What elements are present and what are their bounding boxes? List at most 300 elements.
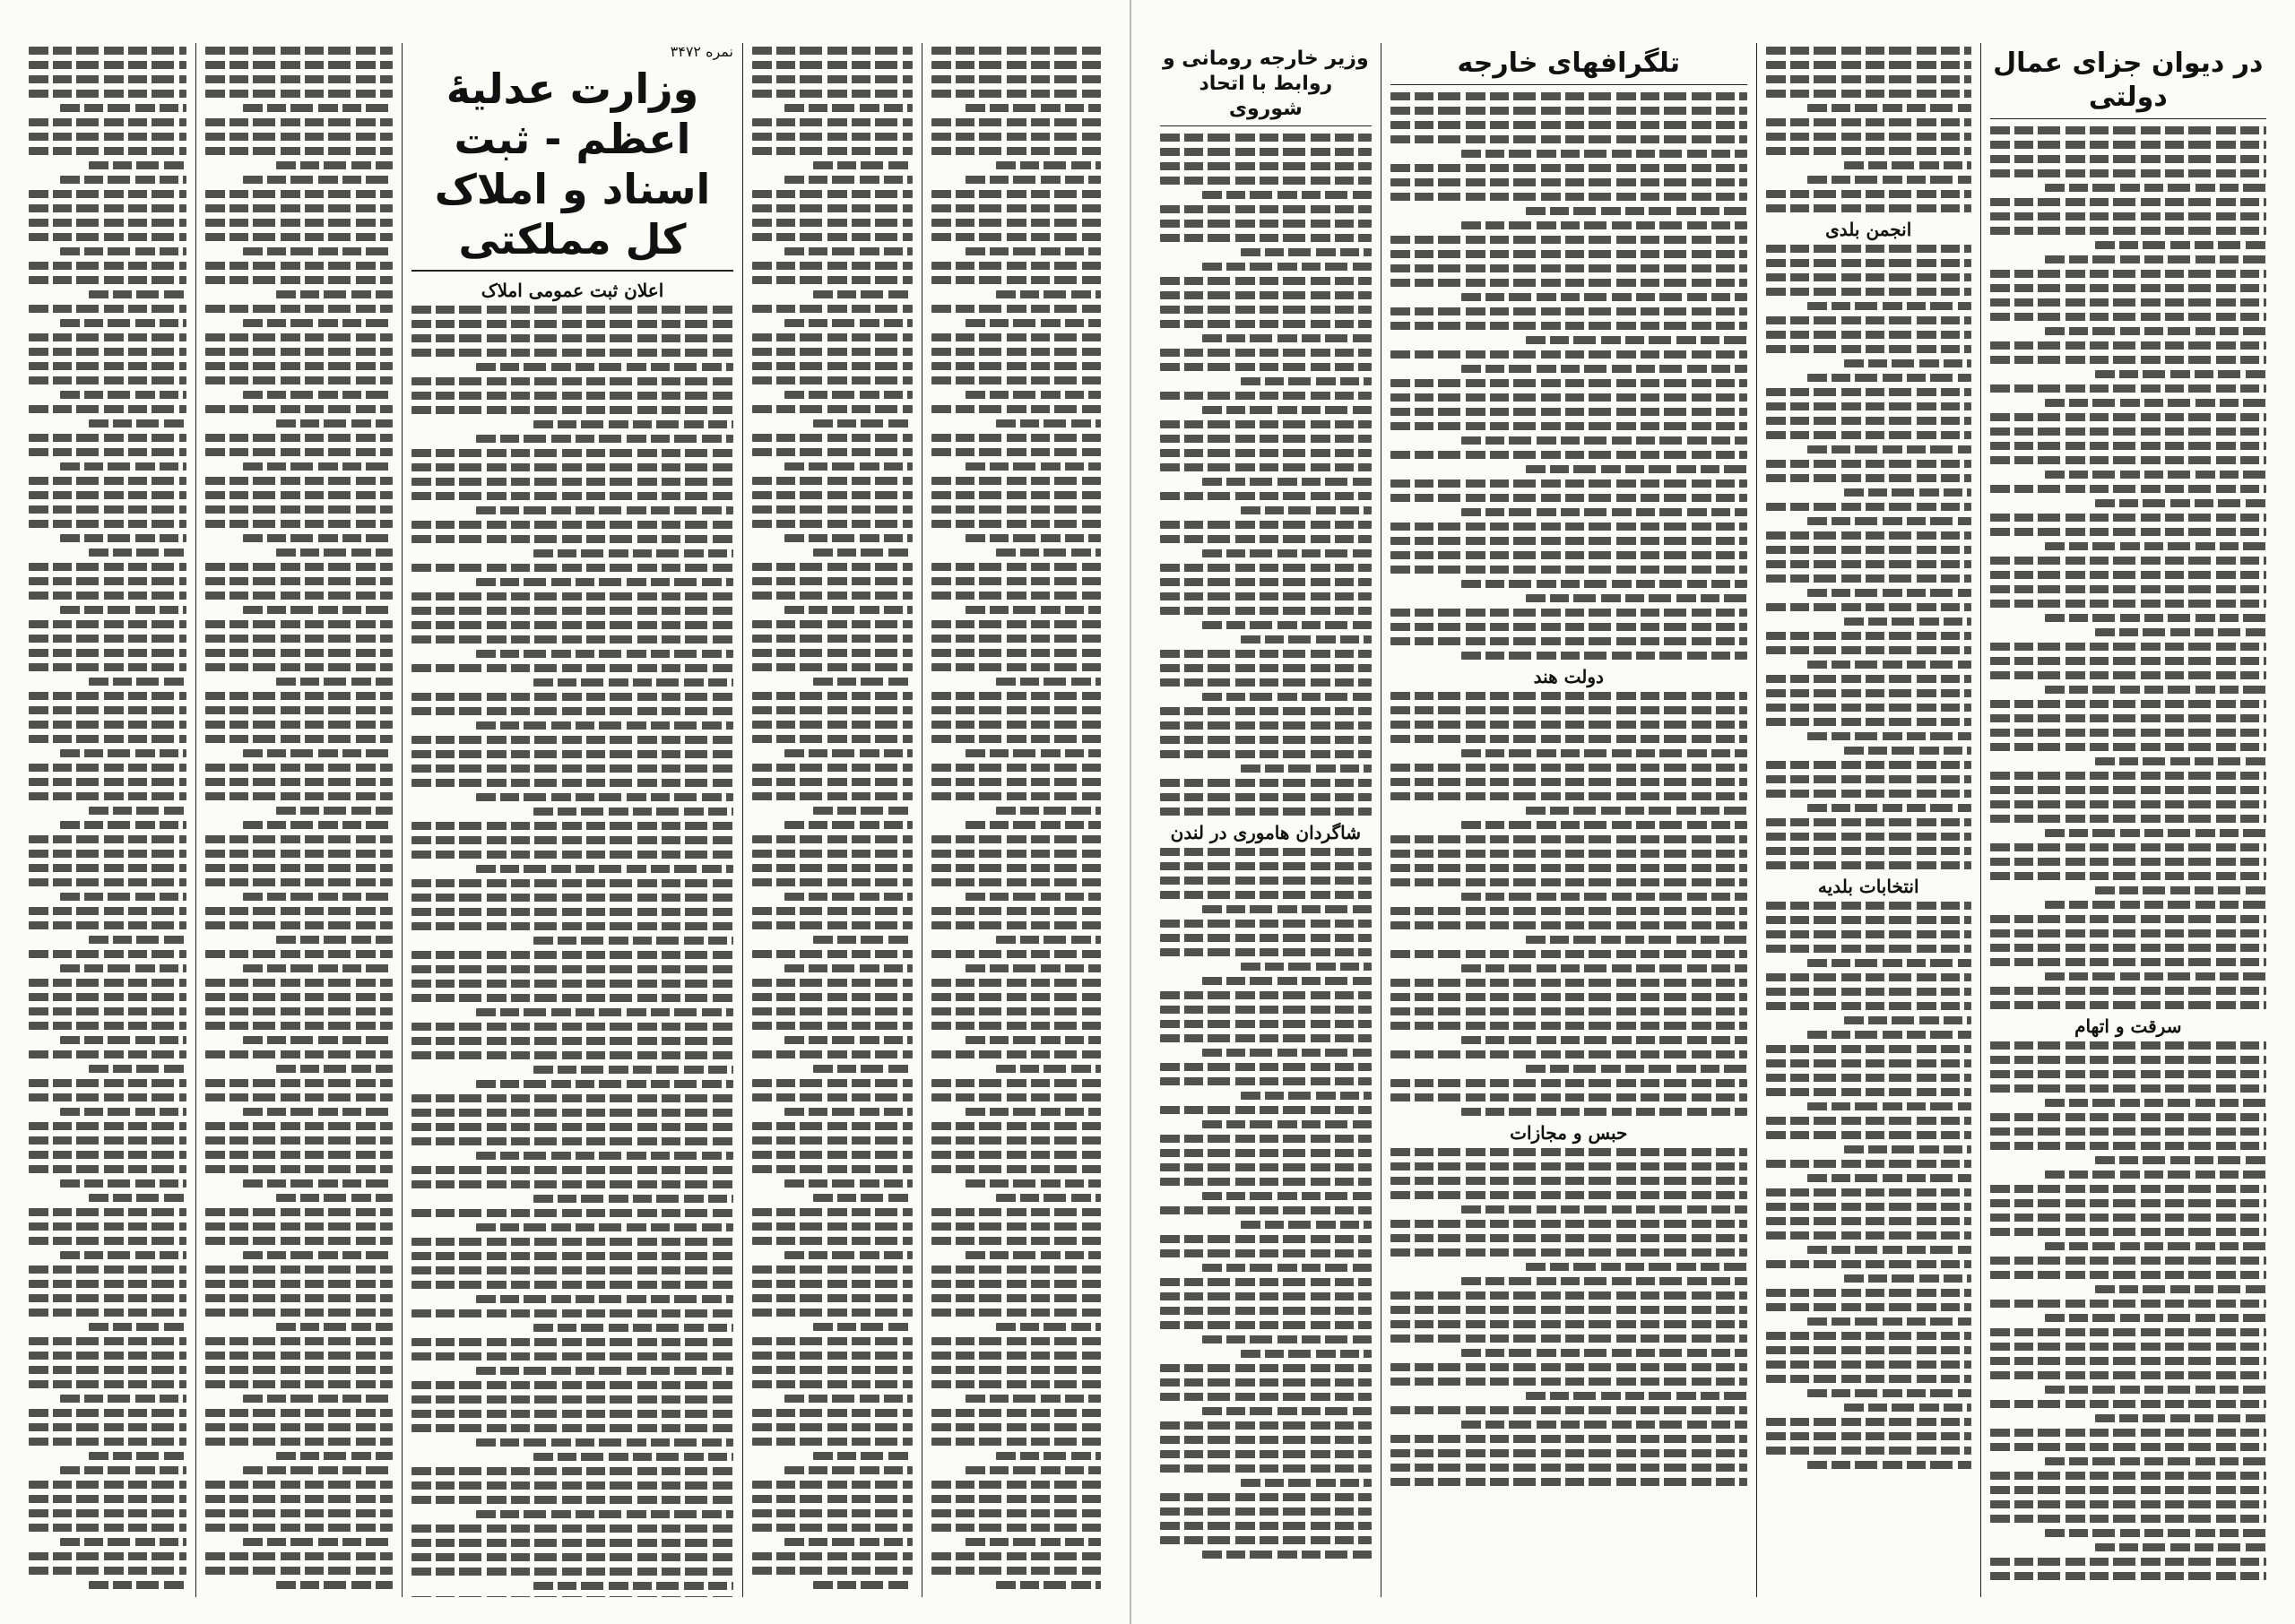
text-line (29, 118, 186, 126)
text-line (2095, 1285, 2266, 1293)
text-line (1990, 442, 2266, 450)
text-line (1160, 1378, 1372, 1386)
text-line (29, 1050, 186, 1058)
text-line (1766, 790, 1971, 798)
text-line (1390, 107, 1747, 115)
text-line (411, 463, 733, 471)
text-line (752, 620, 913, 628)
text-line (784, 319, 913, 327)
text-line (1390, 322, 1747, 330)
text-line (752, 233, 913, 241)
text-line (1807, 1389, 1971, 1397)
text-line (476, 721, 733, 730)
text-line (1160, 793, 1372, 801)
text-line (1766, 273, 1971, 281)
text-line (1766, 288, 1971, 296)
text-line (931, 1280, 1101, 1288)
text-line (1766, 718, 1971, 726)
text-line (276, 807, 393, 815)
text-line (411, 1051, 733, 1059)
text-line (29, 434, 186, 442)
text-line (931, 133, 1101, 141)
text-line (2095, 1543, 2266, 1551)
text-line (476, 1510, 733, 1518)
text-line (1461, 508, 1747, 516)
text-line (476, 1295, 733, 1303)
subhead-theft: سرقت و اتهام (2074, 1015, 2182, 1037)
text-line (205, 90, 393, 98)
text-line (1390, 236, 1747, 244)
text-line (1160, 1464, 1372, 1473)
text-line (1990, 714, 2266, 722)
text-line (1766, 245, 1971, 253)
text-line (205, 348, 393, 356)
text-line (1990, 585, 2266, 593)
text-line (205, 1122, 393, 1130)
text-line (60, 391, 186, 399)
text-line (411, 478, 733, 486)
text-line (476, 1223, 733, 1231)
text-line (996, 807, 1101, 815)
subhead-council: انجمن بلدی (1825, 219, 1912, 240)
text-line (752, 1237, 913, 1245)
text-line (1766, 1002, 1971, 1010)
text-line (29, 764, 186, 772)
text-line (752, 1050, 913, 1058)
text-line (931, 405, 1101, 413)
text-line (1160, 808, 1372, 816)
text-line (205, 1280, 393, 1288)
text-line (205, 1050, 393, 1058)
text-line (60, 893, 186, 901)
text-line (1202, 549, 1371, 557)
text-line (1766, 1260, 1971, 1268)
text-line (966, 749, 1101, 757)
text-line (752, 850, 913, 858)
text-line (1160, 1135, 1372, 1143)
text-line (411, 1023, 733, 1031)
text-line (1990, 413, 2266, 421)
text-line (60, 104, 186, 112)
text-line (784, 821, 913, 829)
text-line (931, 792, 1101, 800)
text-line (205, 47, 393, 55)
text-line (931, 864, 1101, 872)
text-line (1461, 221, 1747, 229)
text-line (243, 1466, 393, 1474)
text-line (1766, 402, 1971, 410)
text-line (1160, 177, 1372, 185)
text-line (752, 1208, 913, 1216)
text-line (752, 577, 913, 585)
text-line (931, 520, 1101, 528)
text-line (411, 1381, 733, 1389)
text-line (1990, 643, 2266, 651)
text-line (205, 706, 393, 714)
text-line (931, 1481, 1101, 1489)
text-line (931, 75, 1101, 83)
text-line (1990, 1185, 2266, 1193)
text-line (243, 391, 393, 399)
right-col-2 (1756, 43, 1980, 1597)
text-line (533, 1066, 733, 1074)
text-line (411, 894, 733, 902)
text-line (411, 1539, 733, 1547)
text-line (1390, 1220, 1747, 1228)
text-line (29, 1309, 186, 1317)
text-line (1766, 861, 1971, 869)
text-line (205, 1366, 393, 1374)
text-line (1844, 1404, 1971, 1412)
text-line (931, 376, 1101, 384)
text-line (931, 305, 1101, 313)
text-line (1390, 792, 1747, 800)
text-line (1990, 1371, 2266, 1379)
text-line (205, 1309, 393, 1317)
text-line (1990, 169, 2266, 177)
text-line (752, 61, 913, 69)
text-line (411, 1338, 733, 1346)
text-line (931, 1495, 1101, 1503)
text-line (931, 1136, 1101, 1145)
text-line (1766, 1231, 1971, 1240)
text-line (2095, 1414, 2266, 1422)
text-line (752, 1294, 913, 1302)
text-line (1766, 417, 1971, 425)
text-line (752, 1438, 913, 1446)
text-line (205, 864, 393, 872)
text-line (1766, 1303, 1971, 1311)
text-line (1160, 1436, 1372, 1444)
text-line (2045, 1457, 2266, 1465)
text-line (1807, 176, 1971, 184)
text-line (29, 850, 186, 858)
text-line (931, 1266, 1101, 1274)
text-line (2045, 1170, 2266, 1179)
text-line (60, 1108, 186, 1116)
text-line (1160, 1507, 1372, 1516)
text-line (1390, 350, 1747, 358)
text-line (1807, 589, 1971, 597)
text-line (205, 1524, 393, 1532)
text-line (2095, 757, 2266, 765)
text-line (1526, 1263, 1747, 1271)
text-line (931, 735, 1101, 743)
text-line (1766, 331, 1971, 339)
text-line (1807, 445, 1971, 454)
text-line (752, 204, 913, 212)
text-line (411, 521, 733, 529)
text-line (1461, 749, 1747, 757)
text-line (1461, 293, 1747, 301)
text-line (1390, 706, 1747, 714)
text-line (931, 1380, 1101, 1388)
text-line (966, 319, 1101, 327)
text-line (1807, 732, 1971, 740)
text-line (1390, 537, 1747, 545)
text-line (1990, 1113, 2266, 1121)
text-line (784, 1538, 913, 1546)
text-line (966, 104, 1101, 112)
text-line (1461, 1277, 1747, 1285)
text-line (1390, 1162, 1747, 1170)
text-line (60, 606, 186, 614)
text-line (1390, 1306, 1747, 1314)
text-line (276, 419, 393, 428)
text-line (1990, 1400, 2266, 1408)
text-line (1160, 162, 1372, 170)
text-line (1766, 847, 1971, 855)
text-line (1390, 408, 1747, 416)
text-line (1160, 1307, 1372, 1315)
text-line (205, 1423, 393, 1431)
text-line (931, 1366, 1101, 1374)
text-line (411, 951, 733, 959)
text-line (1160, 678, 1372, 687)
text-line (1990, 1199, 2266, 1207)
text-line (752, 477, 913, 485)
text-line (1390, 193, 1747, 201)
text-line (813, 1452, 913, 1460)
text-line (752, 47, 913, 55)
text-line (752, 1495, 913, 1503)
text-line (29, 1237, 186, 1245)
text-line (1990, 141, 2266, 149)
text-line (1766, 689, 1971, 697)
text-line (931, 491, 1101, 499)
text-line (996, 936, 1101, 944)
text-line (243, 749, 393, 757)
text-line (1766, 1332, 1971, 1340)
left-col-main (402, 43, 742, 1597)
text-line (411, 1525, 733, 1533)
text-line (205, 233, 393, 241)
text-line (1461, 1036, 1747, 1044)
text-line (243, 176, 393, 184)
text-line (1766, 1289, 1971, 1297)
text-line (29, 1136, 186, 1145)
text-line (205, 204, 393, 212)
text-line (1990, 313, 2266, 321)
text-line (411, 1424, 733, 1432)
text-line (966, 1395, 1101, 1403)
text-line (931, 692, 1101, 700)
text-line (1461, 1349, 1747, 1357)
text-line (29, 1495, 186, 1503)
text-line (411, 564, 733, 572)
text-line (1990, 1001, 2266, 1009)
text-line (205, 1022, 393, 1030)
text-line (411, 879, 733, 887)
text-line (205, 1552, 393, 1560)
text-line (1807, 1246, 1971, 1254)
text-line (1766, 1217, 1971, 1225)
text-line (1990, 1558, 2266, 1566)
text-line (1160, 420, 1372, 428)
text-line (2045, 614, 2266, 622)
text-line (1807, 1317, 1971, 1326)
text-line (1390, 778, 1747, 786)
text-line (29, 864, 186, 872)
text-line (411, 965, 733, 973)
text-line (1390, 1093, 1747, 1101)
text-line (29, 663, 186, 671)
text-line (29, 1093, 186, 1101)
text-line (931, 477, 1101, 485)
text-line (1990, 944, 2266, 952)
text-line (813, 419, 913, 428)
text-line (29, 448, 186, 456)
text-line (29, 1007, 186, 1015)
text-line (1990, 1084, 2266, 1093)
text-line (1766, 704, 1971, 712)
text-line (411, 1166, 733, 1174)
text-line (1990, 657, 2266, 665)
text-line (205, 1352, 393, 1360)
text-line (1990, 1070, 2266, 1078)
text-line (752, 505, 913, 514)
text-line (60, 1466, 186, 1474)
text-line (1390, 523, 1747, 531)
text-line (276, 290, 393, 298)
text-line (931, 921, 1101, 929)
text-line (1390, 1050, 1747, 1058)
text-line (2045, 686, 2266, 694)
text-line (2095, 499, 2266, 507)
text-line (243, 893, 393, 901)
text-line (476, 1367, 733, 1375)
text-line (1160, 650, 1372, 658)
text-line (29, 1380, 186, 1388)
text-line (205, 563, 393, 571)
text-line (1160, 435, 1372, 443)
text-line (966, 893, 1101, 901)
text-line (931, 950, 1101, 958)
text-line (1160, 220, 1372, 228)
text-line (1160, 234, 1372, 242)
text-line (931, 835, 1101, 843)
text-line (2045, 327, 2266, 335)
text-line (931, 1079, 1101, 1087)
text-line (1990, 198, 2266, 206)
text-line (1807, 302, 1971, 310)
text-line (411, 836, 733, 844)
text-line (1844, 1016, 1971, 1024)
text-line (1990, 456, 2266, 464)
text-line (1160, 291, 1372, 299)
right-col-3 (1381, 43, 1756, 1597)
text-line (205, 592, 393, 600)
text-line (1990, 1357, 2266, 1365)
text-line (931, 850, 1101, 858)
text-line (931, 721, 1101, 729)
text-line (931, 778, 1101, 786)
text-line (1160, 134, 1372, 142)
section-title: اعلان ثبت عمومی املاک (481, 280, 664, 301)
text-line (205, 75, 393, 83)
text-line (205, 1438, 393, 1446)
text-line (476, 1080, 733, 1088)
text-line (411, 1137, 733, 1145)
text-line (931, 1552, 1101, 1560)
text-line (29, 563, 186, 571)
text-line (411, 334, 733, 342)
text-line (966, 1251, 1101, 1259)
text-line (1990, 1343, 2266, 1351)
text-line (276, 549, 393, 557)
text-line (1160, 306, 1372, 314)
text-line (1390, 993, 1747, 1001)
text-line (1990, 987, 2266, 995)
text-line (2045, 829, 2266, 837)
text-line (89, 419, 186, 428)
text-line (29, 921, 186, 929)
text-line (411, 750, 733, 758)
text-line (29, 993, 186, 1001)
text-line (1461, 150, 1747, 158)
text-line (784, 104, 913, 112)
text-line (276, 936, 393, 944)
text-line (411, 377, 733, 385)
text-line (813, 1323, 913, 1331)
text-line (1390, 623, 1747, 631)
text-line (1990, 126, 2266, 134)
text-line (1390, 1478, 1747, 1486)
text-line (1160, 1178, 1372, 1186)
text-line (1160, 664, 1372, 672)
text-line (1160, 349, 1372, 357)
text-line (2095, 1156, 2266, 1164)
text-line (784, 176, 913, 184)
text-line (1990, 671, 2266, 679)
text-line (931, 1409, 1101, 1417)
text-line (752, 993, 913, 1001)
text-line (1766, 474, 1971, 482)
text-line (29, 1122, 186, 1130)
text-line (752, 663, 913, 671)
text-line (1160, 1292, 1372, 1300)
text-line (1160, 148, 1372, 156)
text-line (411, 449, 733, 457)
text-line (996, 549, 1101, 557)
text-line (1160, 1493, 1372, 1501)
text-line (1766, 603, 1971, 611)
text-line (752, 721, 913, 729)
text-line (205, 276, 393, 284)
text-line (411, 851, 733, 859)
text-line (752, 563, 913, 571)
text-line (205, 950, 393, 958)
subhead-elections: انتخابات بلدیه (1817, 876, 1919, 897)
text-line (411, 736, 733, 744)
text-line (1202, 478, 1371, 486)
text-line (411, 994, 733, 1002)
right-col-4 (1151, 43, 1381, 1597)
text-line (1990, 227, 2266, 235)
text-line (1390, 1363, 1747, 1371)
text-line (89, 1323, 186, 1331)
text-line (1390, 609, 1747, 617)
text-line (29, 233, 186, 241)
text-line (1766, 574, 1971, 583)
text-line (476, 506, 733, 514)
left-page (0, 0, 1130, 1624)
text-line (411, 1395, 733, 1404)
text-line (752, 333, 913, 341)
text-line (411, 1180, 733, 1188)
text-line (1202, 1120, 1371, 1128)
text-line (29, 878, 186, 886)
